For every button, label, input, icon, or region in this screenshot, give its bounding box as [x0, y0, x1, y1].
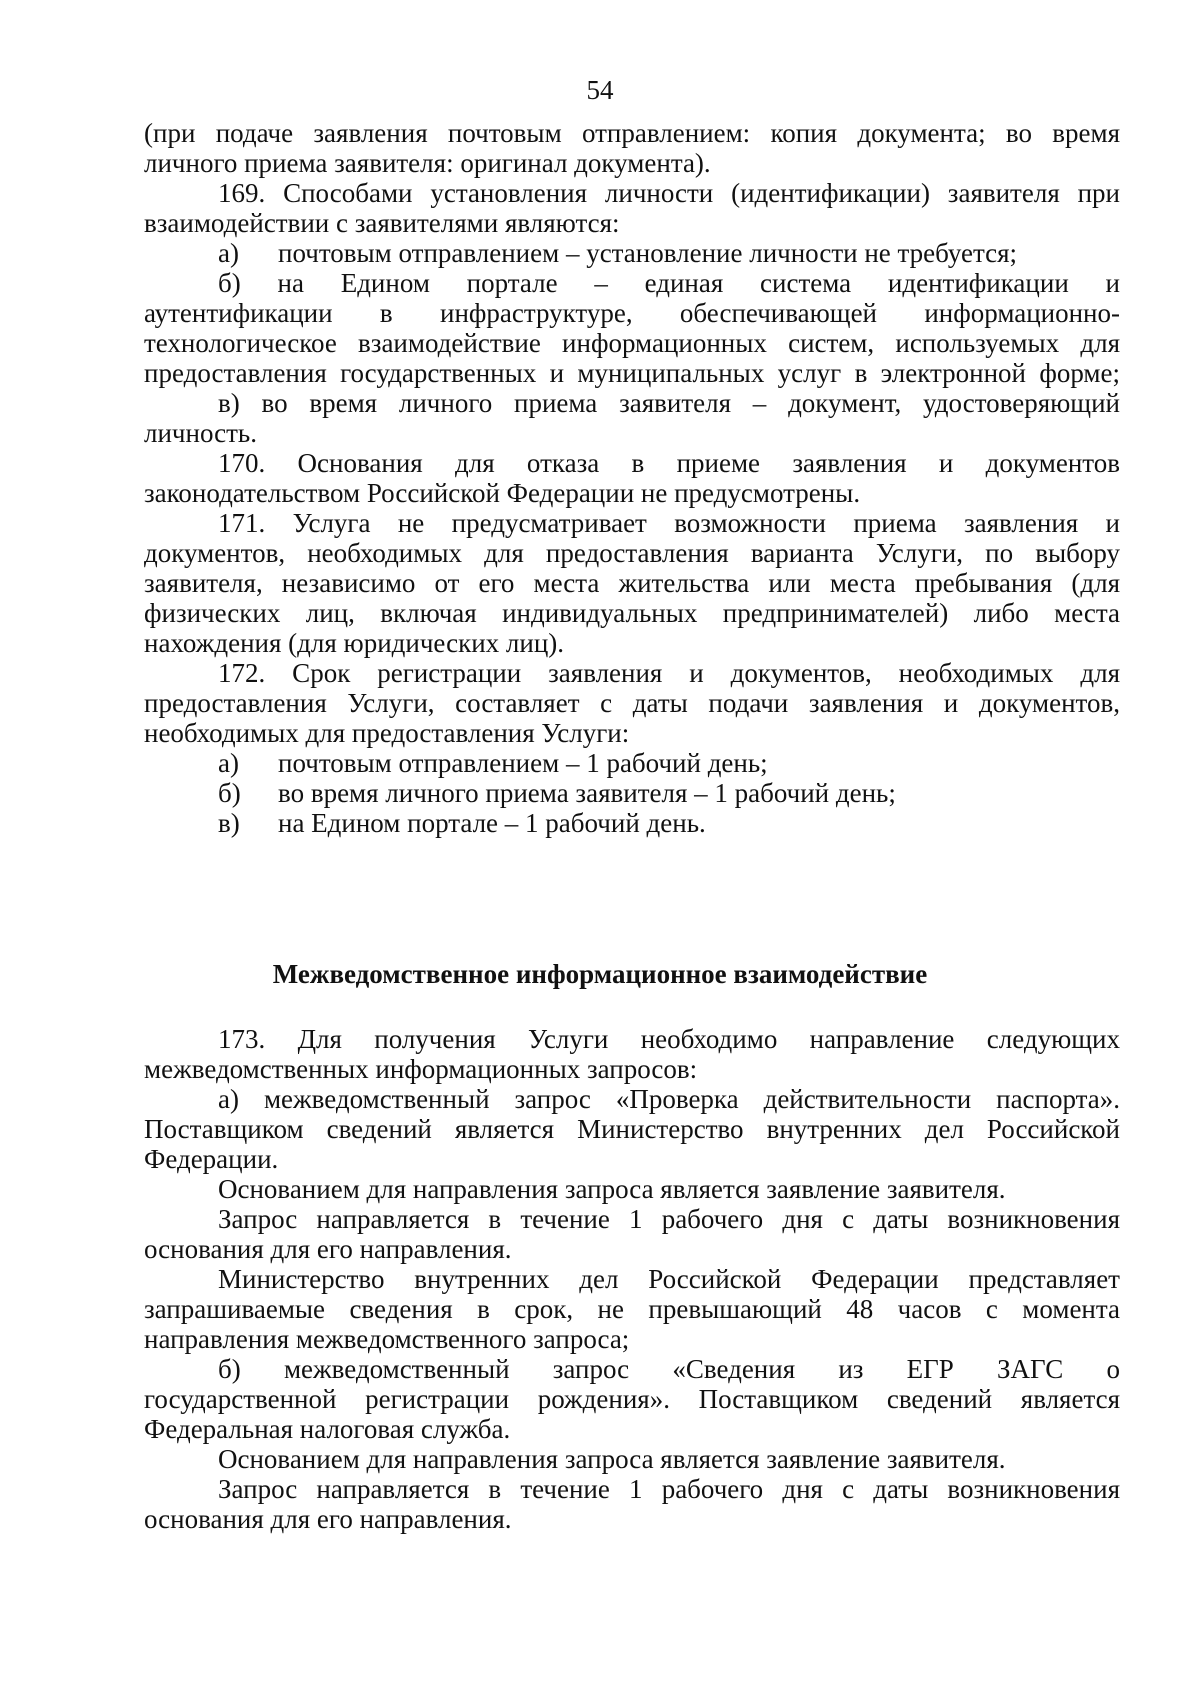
- paragraph-170-start: 170. Основания для отказа в приеме заявления и документов: [218, 448, 1120, 478]
- paragraph-173-start: 173. Для получения Услуги необходимо направление следующих: [218, 1024, 1120, 1054]
- text-line: Министерство внутренних дел Российской Федерации представляет: [218, 1264, 1120, 1294]
- list-marker: а): [218, 748, 239, 778]
- text-line: документов, необходимых для предоставления варианта Услуги, по выбору: [144, 538, 1120, 568]
- section-heading: Межведомственное информационное взаимодействие: [272, 959, 928, 989]
- list-marker: в): [218, 808, 240, 838]
- text-line: основания для его направления.: [144, 1234, 512, 1264]
- text-line: межведомственных информационных запросов:: [144, 1054, 698, 1084]
- text-line: законодательством Российской Федерации не предусмотрены.: [144, 478, 861, 508]
- text-line: направления межведомственного запроса;: [144, 1324, 630, 1354]
- text-line: заявителя, независимо от его места жительства или места пребывания (для: [144, 568, 1120, 598]
- text-line: Запрос направляется в течение 1 рабочего дня с даты возникновения: [218, 1474, 1120, 1504]
- paragraph-171-start: 171. Услуга не предусматривает возможности приема заявления и: [218, 508, 1120, 538]
- text-line: аутентификации в инфраструктуре, обеспечивающей информационно-: [144, 298, 1120, 328]
- text-line: нахождения (для юридических лиц).: [144, 628, 565, 658]
- list-item-text: на Едином портале – 1 рабочий день.: [278, 808, 706, 838]
- list-item-169-b: б) на Едином портале – единая система идентификации и: [218, 268, 1120, 298]
- text-line: технологическое взаимодействие информационных систем, используемых для: [144, 328, 1120, 358]
- list-item-text: почтовым отправлением – 1 рабочий день;: [278, 748, 768, 778]
- list-item-text: во время личного приема заявителя – 1 рабочий день;: [278, 778, 896, 808]
- text-line: личность.: [144, 418, 257, 448]
- text-line: государственной регистрации рождения». Поставщиком сведений является: [144, 1384, 1120, 1414]
- text-line: Федеральная налоговая служба.: [144, 1414, 511, 1444]
- list-marker: а): [218, 238, 239, 268]
- text-line: физических лиц, включая индивидуальных предпринимателей) либо места: [144, 598, 1120, 628]
- list-marker: б): [218, 778, 241, 808]
- paragraph-169-start: 169. Способами установления личности (идентификации) заявителя при: [218, 178, 1120, 208]
- paragraph-172-start: 172. Срок регистрации заявления и документов, необходимых для: [218, 658, 1120, 688]
- text-line: запрашиваемые сведения в срок, не превышающий 48 часов с момента: [144, 1294, 1120, 1324]
- list-item-173-a: а) межведомственный запрос «Проверка действительности паспорта».: [218, 1084, 1120, 1114]
- text-line: Поставщиком сведений является Министерство внутренних дел Российской: [144, 1114, 1120, 1144]
- list-item-173-b: б) межведомственный запрос «Сведения из ЕГР ЗАГС о: [218, 1354, 1120, 1384]
- text-line: необходимых для предоставления Услуги:: [144, 718, 630, 748]
- list-item-169-v: в) во время личного приема заявителя – документ, удостоверяющий: [218, 388, 1120, 418]
- list-item-text: почтовым отправлением – установление личности не требуется;: [278, 238, 1017, 268]
- text-line: взаимодействии с заявителями являются:: [144, 208, 620, 238]
- text-line: основания для его направления.: [144, 1504, 512, 1534]
- text-line: Основанием для направления запроса является заявление заявителя.: [218, 1174, 1006, 1204]
- text-line: (при подаче заявления почтовым отправлением: копия документа; во время: [144, 118, 1120, 148]
- text-line: предоставления Услуги, составляет с даты подачи заявления и документов,: [144, 688, 1120, 718]
- text-line: предоставления государственных и муниципальных услуг в электронной форме;: [144, 358, 1120, 388]
- text-line: Федерации.: [144, 1144, 279, 1174]
- text-line: Основанием для направления запроса является заявление заявителя.: [218, 1444, 1006, 1474]
- page-number: 54: [586, 75, 614, 105]
- text-line: Запрос направляется в течение 1 рабочего дня с даты возникновения: [218, 1204, 1120, 1234]
- text-line: личного приема заявителя: оригинал документа).: [144, 148, 711, 178]
